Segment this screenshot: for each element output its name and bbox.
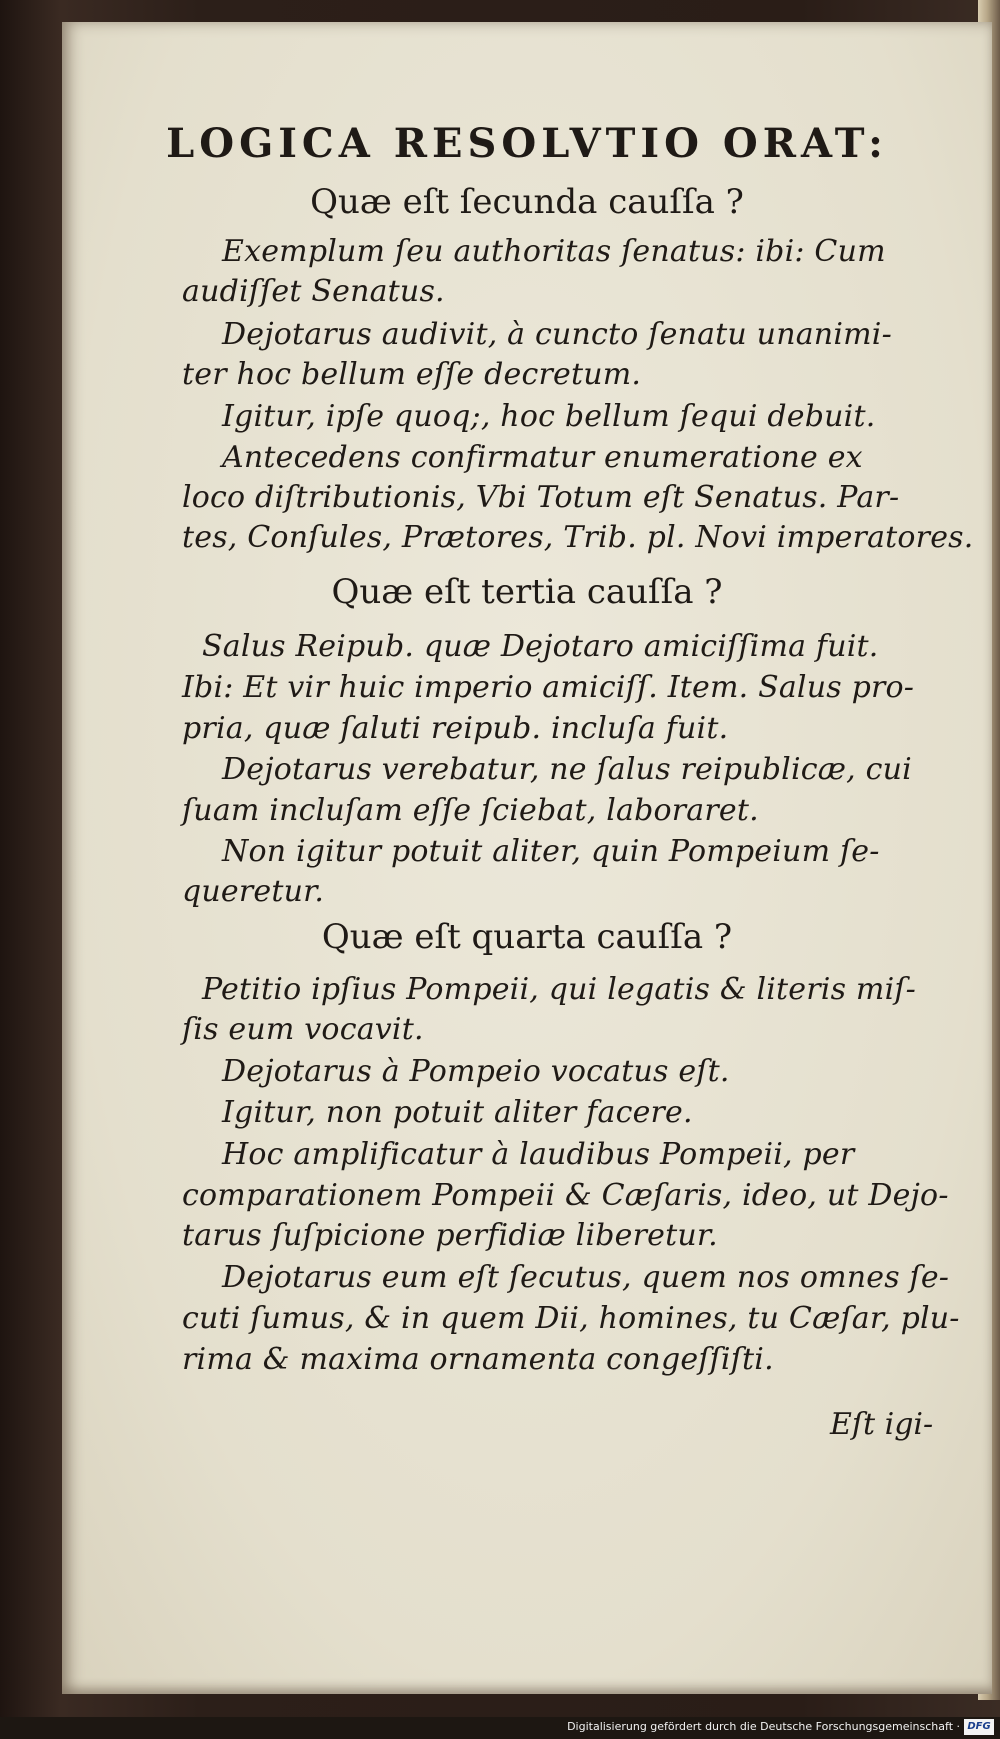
text-line: Igitur, non potuit aliter facere. xyxy=(222,1095,693,1130)
text-line: Dejotarus à Pompeio vocatus eſt. xyxy=(222,1054,730,1089)
text-line: Exemplum ſeu authoritas ſenatus: ibi: Cum xyxy=(222,234,886,269)
text-line: Dejotarus audivit, à cuncto ſenatu unanimi- xyxy=(222,317,892,352)
text-line: loco diſtributionis, Vbi Totum eſt Senatus. Par- xyxy=(182,480,900,515)
text-line: ſuam incluſam eſſe ſciebat, laboraret. xyxy=(182,793,759,828)
text-line: tarus ſuſpicione perfidiæ liberetur. xyxy=(182,1218,718,1253)
text-line: Igitur, ipſe quoq;, hoc bellum ſequi debuit. xyxy=(222,399,876,434)
text-line: pria, quæ ſaluti reipub. incluſa fuit. xyxy=(182,711,729,746)
text-line: audiſſet Senatus. xyxy=(182,274,445,309)
text-line: Ibi: Et vir huic imperio amiciſſ. Item. Salus pro- xyxy=(182,670,915,705)
text-line: Salus Reipub. quæ Dejotaro amiciſſima fuit. xyxy=(202,629,879,664)
text-line: Petitio ipſius Pompeii, qui legatis & literis miſ- xyxy=(202,972,917,1007)
book-page xyxy=(62,22,992,1694)
text-line: ſis eum vocavit. xyxy=(182,1012,424,1047)
funding-credit: Digitalisierung gefördert durch die Deutsche Forschungsgemeinschaft · xyxy=(567,1720,960,1733)
text-line: queretur. xyxy=(182,874,325,909)
text-line: comparationem Pompeii & Cæſaris, ideo, ut Dejo- xyxy=(182,1178,949,1213)
text-line: Dejotarus eum eſt ſecutus, quem nos omnes ſe- xyxy=(222,1260,950,1295)
text-line: Hoc amplificatur à laudibus Pompeii, per xyxy=(222,1137,855,1172)
section-heading-tertia: Quæ eſt tertia cauſſa ? xyxy=(331,572,723,612)
text-line: Non igitur potuit aliter, quin Pompeium ſe- xyxy=(222,834,880,869)
text-line: tes, Conſules, Prætores, Trib. pl. Novi imperatores. xyxy=(182,520,974,555)
text-line: Dejotarus verebatur, ne ſalus reipublicæ, cui xyxy=(222,752,912,787)
text-line: cuti ſumus, & in quem Dii, homines, tu Cæſar, plu- xyxy=(182,1301,960,1336)
dfg-logo: DFG xyxy=(964,1719,994,1735)
section-heading-quarta: Quæ eſt quarta cauſſa ? xyxy=(321,917,733,957)
text-line: rima & maxima ornamenta congeſſiſti. xyxy=(182,1342,774,1377)
running-head: LOGICA RESOLVTIO ORAT: xyxy=(166,120,888,167)
text-line: Antecedens confirmatur enumeratione ex xyxy=(222,440,863,475)
catchword: Eſt igi- xyxy=(830,1407,934,1442)
section-heading-secunda: Quæ eſt ſecunda cauſſa ? xyxy=(310,182,744,222)
text-line: ter hoc bellum eſſe decretum. xyxy=(182,357,642,392)
